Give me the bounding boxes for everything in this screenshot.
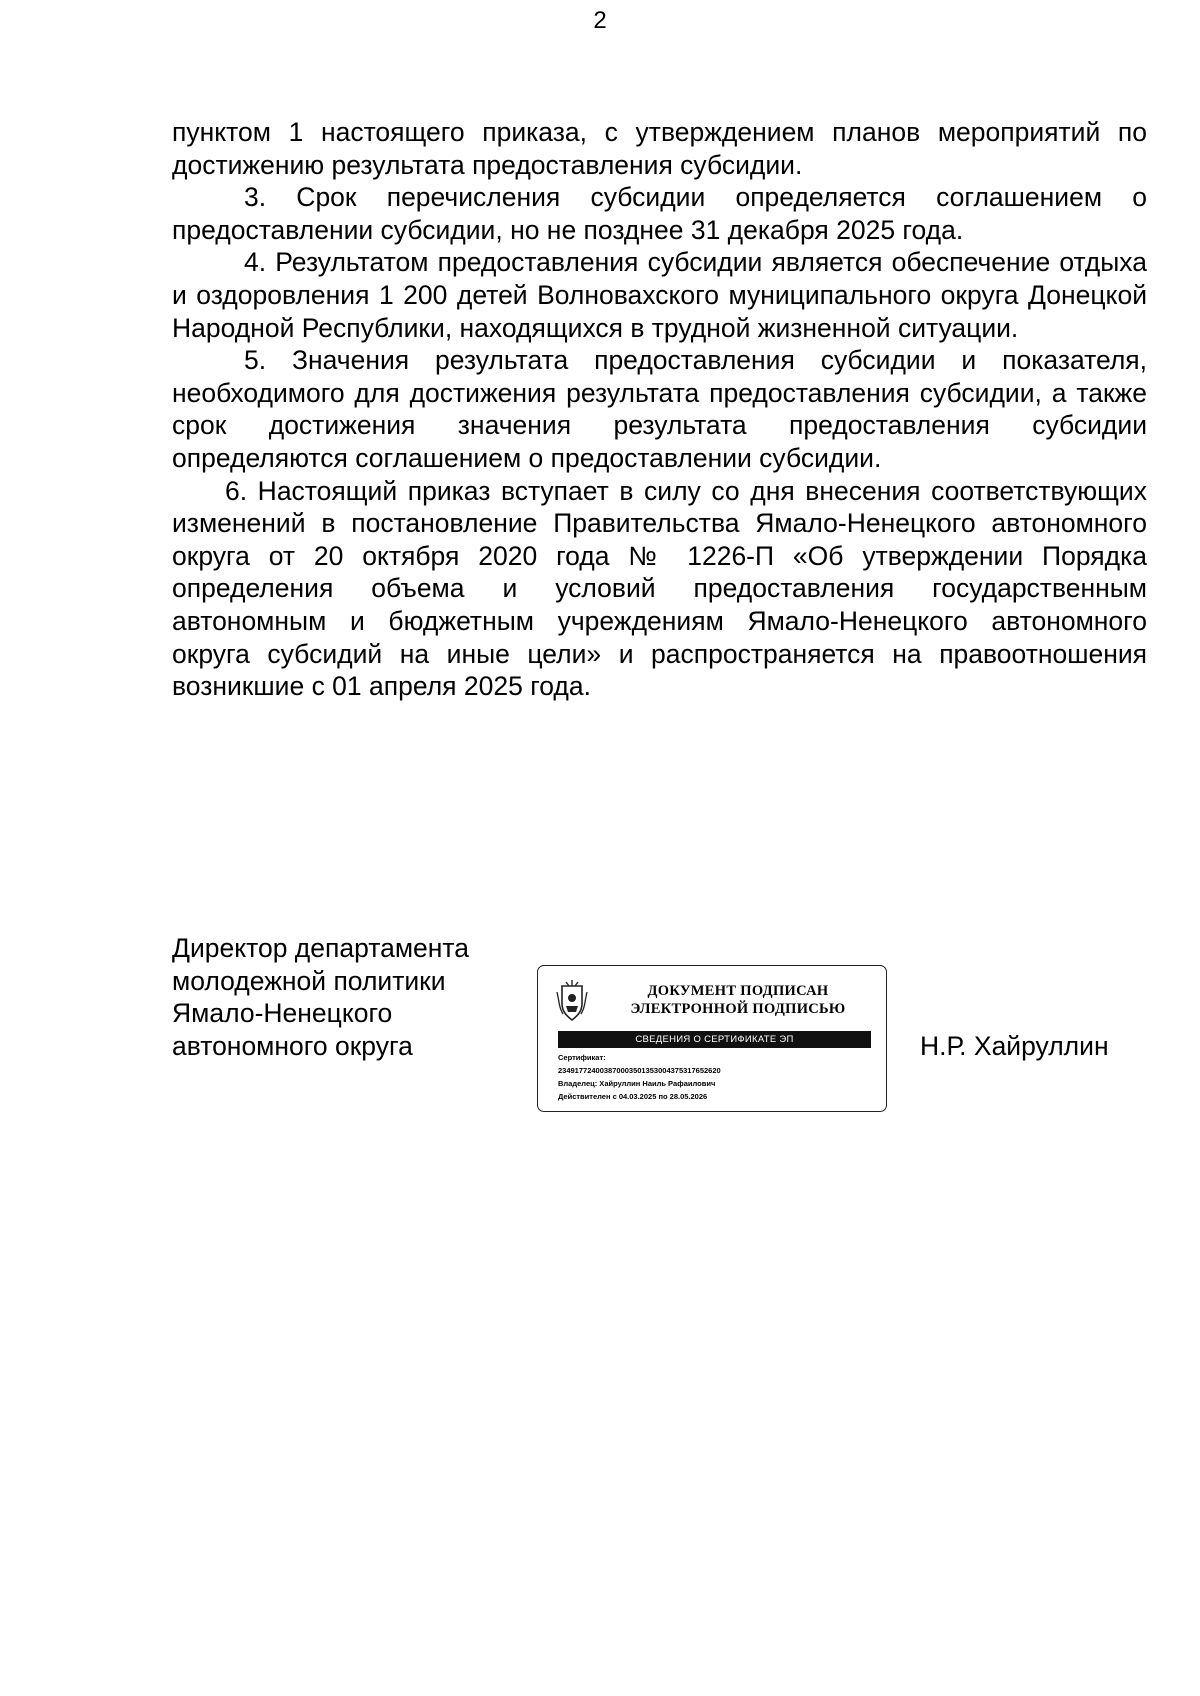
certificate-details <box>558 1051 878 1103</box>
paragraph-item-5: 5. Значения результата предоставления субсидии и показателя, необходимого для достижения результата предоставления субсидии, а также срок достижения значения результата предоставления субсидии определяются соглашением о предоставлении субсидии. <box>172 345 1147 473</box>
position-line: Ямало-Ненецкого <box>172 998 393 1029</box>
certificate-number: 234917724003870003501353004375317652620 <box>558 1066 721 1075</box>
position-line: молодежной политики <box>172 965 446 996</box>
paragraph-continuation: пунктом 1 настоящего приказа, с утверждением планов мероприятий по достижению результата предоставления субсидии. <box>172 117 1147 180</box>
paragraph-item-4: 4. Результатом предоставления субсидии является обеспечение отдыха и оздоровления 1 200 детей Волновахского муниципального округа Донецкой Народной Республики, находящихся в трудной жизненной ситуации. <box>172 247 1147 343</box>
position-line: Директор департамента <box>172 933 469 963</box>
coat-of-arms-icon <box>554 978 590 1024</box>
signatory-position <box>172 932 469 1062</box>
signatory-name: Н.Р. Хайруллин <box>920 1031 1109 1061</box>
paragraph-item-3: 3. Срок перечисления субсидии определяется соглашением о предоставлении субсидии, но не позднее 31 декабря 2025 года. <box>172 182 1147 245</box>
paragraph-item-6: 6. Настоящий приказ вступает в силу со дня внесения соответствующих изменений в постановление Правительства Ямало-Ненецкого автономного округа от 20 октября 2020 года № 1226-П «Об утверждении Порядка определения объема и условий предоставления государственным автономным и бюджетным учреждениям Ямало-Ненецкого автономного округа субсидий на иные цели» и распространяется на правоотношения возникшие с 01 апреля 2025 года. <box>172 475 1147 702</box>
certificate-label: Сертификат: <box>558 1053 606 1062</box>
position-line: автономного округа <box>172 1030 413 1061</box>
electronic-signature-stamp <box>537 965 887 1112</box>
stamp-title-line: ДОКУМЕНТ ПОДПИСАН <box>647 983 829 999</box>
stamp-title <box>598 982 878 1018</box>
certificate-validity: Действителен с 04.03.2025 по 28.05.2026 <box>558 1092 708 1101</box>
page-number: 2 <box>593 7 607 34</box>
document-body <box>172 116 1147 703</box>
certificate-owner: Владелец: Хайруллин Наиль Рафаилович <box>558 1079 716 1088</box>
certificate-info-bar: СВЕДЕНИЯ О СЕРТИФИКАТЕ ЭП <box>558 1031 871 1048</box>
stamp-title-line: ЭЛЕКТРОННОЙ ПОДПИСЬЮ <box>630 1001 846 1017</box>
